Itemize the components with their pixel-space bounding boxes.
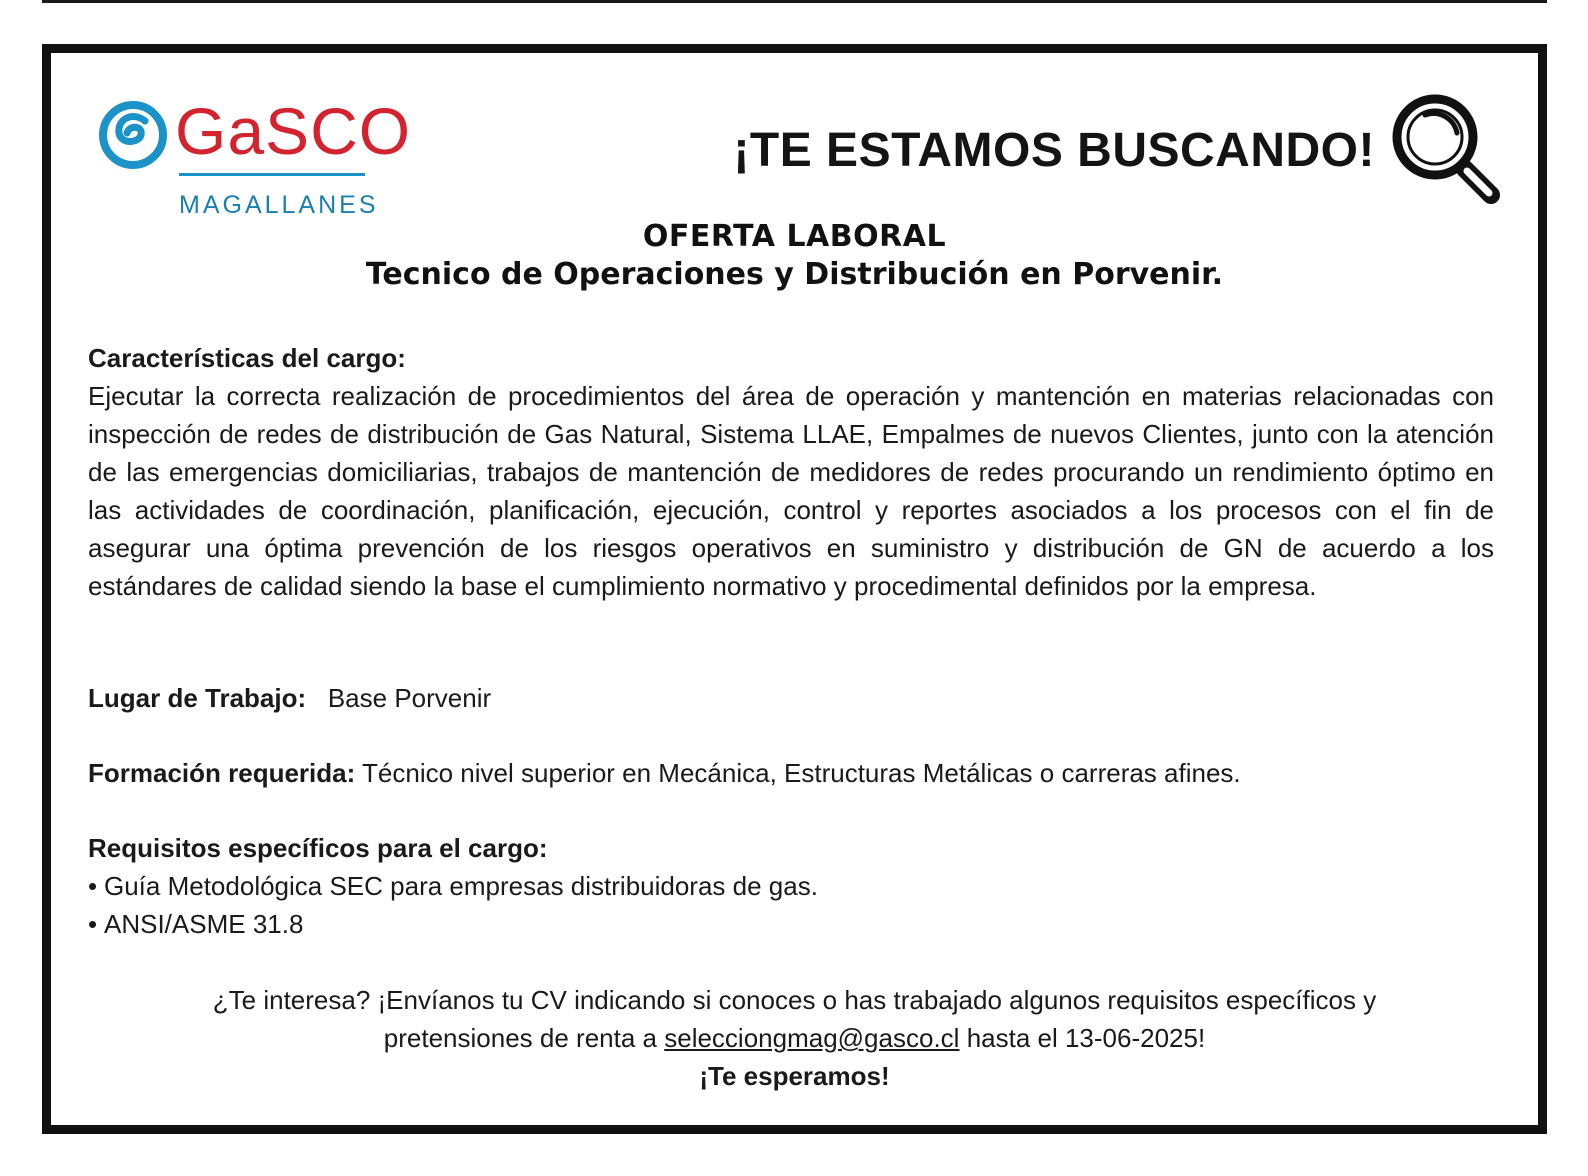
workplace-label: Lugar de Trabajo: bbox=[88, 683, 307, 713]
education-value: Técnico nivel superior en Mecánica, Estructuras Metálicas o carreras afines. bbox=[362, 758, 1241, 788]
bullet-icon: • bbox=[88, 871, 98, 901]
email-link[interactable]: selecciongmag@gasco.cl bbox=[664, 1023, 960, 1053]
bullet-icon: • bbox=[88, 909, 98, 939]
characteristics-label: Características del cargo: bbox=[88, 343, 406, 373]
requirements-label: Requisitos específicos para el cargo: bbox=[88, 833, 548, 863]
requirements-section bbox=[88, 829, 1494, 943]
logo-subtitle: MAGALLANES bbox=[179, 191, 379, 219]
list-item: • ANSI/ASME 31.8 bbox=[88, 905, 1494, 943]
gasco-swirl-icon bbox=[97, 95, 169, 175]
cta-line-2: pretensiones de renta a selecciongmag@gasco.cl hasta el 13-06-2025! bbox=[383, 1023, 1206, 1053]
logo-underline bbox=[179, 173, 365, 176]
headline: ¡TE ESTAMOS BUSCANDO! bbox=[733, 124, 1375, 177]
magnifier-icon bbox=[1387, 89, 1503, 209]
workplace-row bbox=[88, 679, 1494, 717]
characteristics-section bbox=[88, 339, 1494, 605]
requirements-list bbox=[88, 867, 1494, 943]
gasco-logo bbox=[97, 89, 412, 229]
top-divider bbox=[42, 0, 1547, 3]
cta-line-1: ¿Te interesa? ¡Envíanos tu CV indicando si conoces o has trabajado algunos requisitos específicos y bbox=[212, 985, 1377, 1015]
workplace-value: Base Porvenir bbox=[327, 683, 492, 713]
logo-wordmark: GaSCO bbox=[175, 94, 412, 168]
list-item: • Guía Metodológica SEC para empresas distribuidoras de gas. bbox=[88, 867, 1494, 905]
characteristics-text: Ejecutar la correcta realización de procedimientos del área de operación y mantención en materias relacionadas con inspección de redes de distribución de Gas Natural, Sistema LLAE, Empalmes de nuevos Clientes, junto con la atención de las emergencias domiciliarias, trabajos de mantención de medidores de redes procurando un rendimiento óptimo en las actividades de coordinación, planificación, ejecución, control y reportes asociados a los procesos con el fin de asegurar una óptima prevención de los riesgos operativos en suministro y distribución de GN de acuerdo a los estándares de calidad siendo la base el cumplimiento normativo y procedimental definidos por la empresa. bbox=[88, 381, 1494, 601]
closing-text: ¡Te esperamos! bbox=[699, 1061, 890, 1091]
offer-label: OFERTA LABORAL bbox=[642, 219, 947, 254]
education-label: Formación requerida: bbox=[88, 758, 356, 788]
call-to-action bbox=[51, 981, 1538, 1095]
job-offer-card bbox=[42, 44, 1547, 1134]
education-row bbox=[88, 754, 1494, 792]
job-title: Tecnico de Operaciones y Distribución en Porvenir. bbox=[365, 257, 1224, 292]
